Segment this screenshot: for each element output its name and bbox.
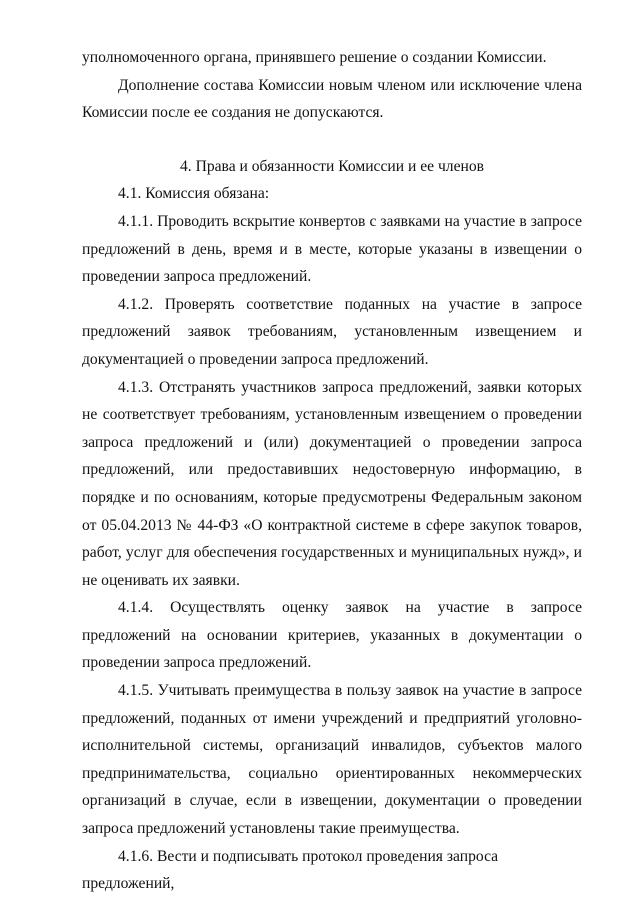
- document-body: [82, 44, 582, 898]
- paragraph-4-1: 4.1. Комиссия обязана:: [118, 185, 270, 203]
- paragraph-4-1-4: 4.1.4. Осуществлять оценку заявок на участие в запросе предложений на основании критериев, указанных в документации о проведении запроса предложений.: [82, 599, 582, 672]
- paragraph-4-1-3: 4.1.3. Отстранять участников запроса предложений, заявки которых не соответствует требованиям, установленным извещением о проведении запроса предложений и (или) документацией о проведении запроса предложений, или предоставивших недостоверную информацию, в порядке и по основаниям, которые предусмотрены Федеральным законом от 05.04.2013 № 44-ФЗ «О контрактной системе в сфере закупок товаров, работ, услуг для обеспечения государственных и муниципальных нужд», и не оценивать их заявки.: [82, 378, 582, 589]
- paragraph-4-1-2: 4.1.2. Проверять соответствие поданных на участие в запросе предложений заявок требованиям, установленным извещением и документацией о проведении запроса предложений.: [82, 295, 582, 368]
- paragraph-4-1-5: 4.1.5. Учитывать преимущества в пользу заявок на участие в запросе предложений, поданных от имени учреждений и предприятий уголовно-исполнительной системы, организаций инвалидов, субъектов малого предпринимательства, социально ориентированных некоммерческих организаций в случае, если в извещении, документации о проведении запроса предложений установлены такие преимущества.: [82, 682, 582, 838]
- paragraph-4-1-6: 4.1.6. Вести и подписывать протокол проведения запроса предложений,: [82, 847, 499, 893]
- paragraph-composition-rule: Дополнение состава Комиссии новым членом или исключение члена Комиссии после ее создания не допускаются.: [82, 76, 582, 122]
- section-title: 4. Права и обязанности Комиссии и ее членов: [179, 157, 485, 175]
- paragraph-4-1-1: 4.1.1. Проводить вскрытие конвертов с заявками на участие в запросе предложений в день, время и в месте, которые указаны в извещении о проведении запроса предложений.: [82, 212, 582, 286]
- paragraph-continuation: уполномоченного органа, принявшего решение о создании Комиссии.: [82, 49, 547, 66]
